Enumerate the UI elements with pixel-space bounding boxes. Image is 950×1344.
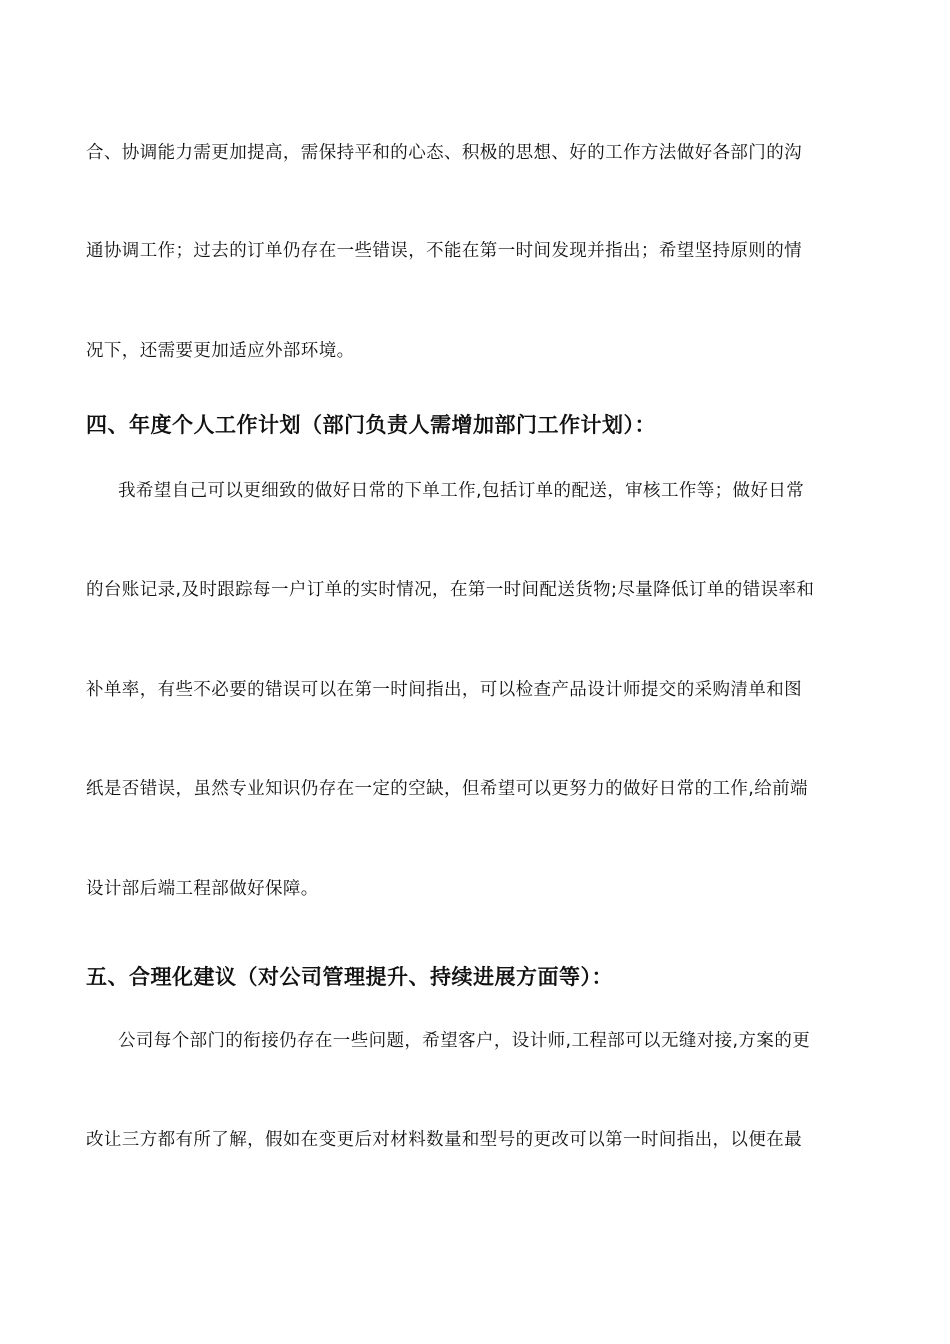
section-5-heading: 五、合理化建议（对公司管理提升、持续进展方面等）： xyxy=(86,965,613,989)
paragraph-line: 我希望自己可以更细致的做好日常的下单工作,包括订单的配送，审核工作等；做好日常 xyxy=(118,481,805,501)
paragraph-line: 况下，还需要更加适应外部环境。 xyxy=(86,341,355,361)
paragraph-line: 合、协调能力需更加提高，需保持平和的心态、积极的思想、好的工作方法做好各部门的沟 xyxy=(86,143,802,163)
paragraph-line: 公司每个部门的衔接仍存在一些问题，希望客户，设计师,工程部可以无缝对接,方案的更 xyxy=(118,1031,811,1051)
paragraph-line: 改让三方都有所了解，假如在变更后对材料数量和型号的更改可以第一时间指出，以便在最 xyxy=(86,1130,802,1150)
paragraph-line: 通协调工作；过去的订单仍存在一些错误，不能在第一时间发现并指出；希望坚持原则的情 xyxy=(86,241,802,261)
paragraph-line: 的台账记录,及时跟踪每一户订单的实时情况，在第一时间配送货物;尽量降低订单的错误率和 xyxy=(86,580,815,600)
section-4-heading: 四、年度个人工作计划（部门负责人需增加部门工作计划）： xyxy=(86,413,656,437)
paragraph-line: 补单率，有些不必要的错误可以在第一时间指出，可以检查产品设计师提交的采购清单和图 xyxy=(86,680,802,700)
paragraph-line: 纸是否错误，虽然专业知识仍存在一定的空缺，但希望可以更努力的做好日常的工作,给前端 xyxy=(86,779,808,799)
paragraph-line: 设计部后端工程部做好保障。 xyxy=(86,879,319,899)
